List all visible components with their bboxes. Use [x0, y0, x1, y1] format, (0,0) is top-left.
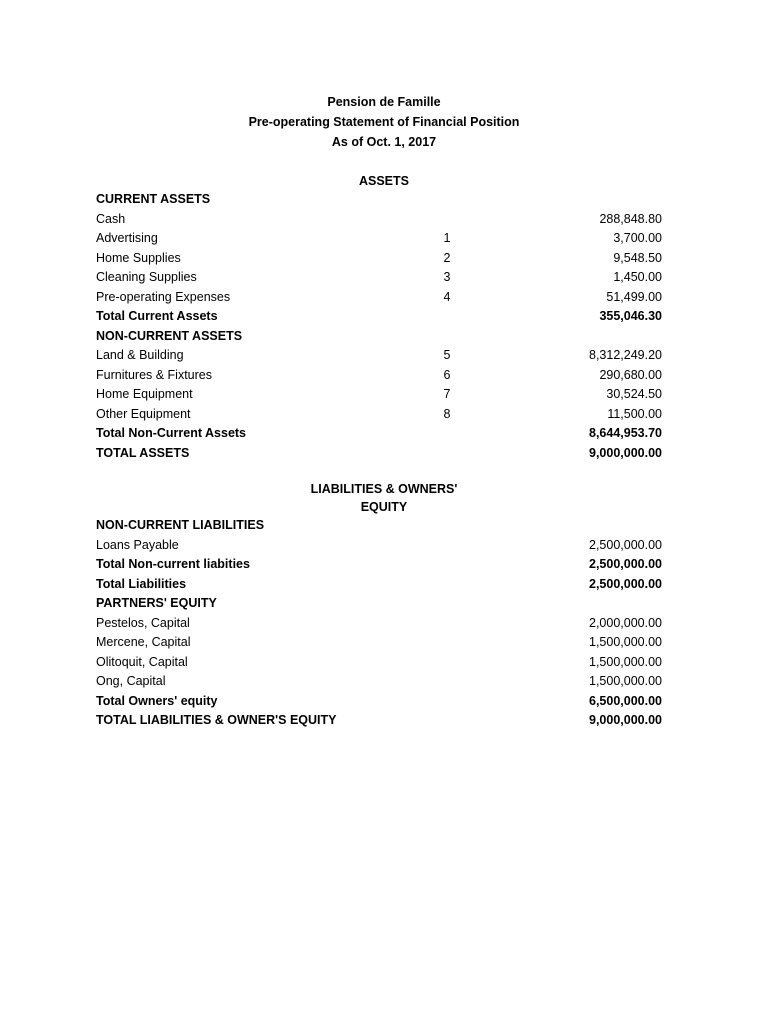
row-label: Cleaning Supplies: [96, 270, 197, 284]
row-label: Home Supplies: [96, 250, 181, 265]
row-amount: 51,499.00: [606, 289, 662, 304]
table-row: [96, 692, 666, 712]
row-amount: 2,500,000.00: [589, 537, 662, 552]
row-note: 6: [443, 367, 451, 382]
row-amount: 8,644,953.70: [589, 426, 662, 440]
table-row: [96, 555, 666, 575]
row-amount: 9,000,000.00: [589, 713, 662, 727]
statement-title: Pre-operating Statement of Financial Position: [248, 115, 520, 129]
row-amount: 2,500,000.00: [589, 576, 662, 591]
row-amount: 1,500,000.00: [589, 654, 662, 669]
row-amount: 290,680.00: [599, 367, 662, 382]
table-row: [96, 711, 666, 731]
table-row: [96, 346, 666, 366]
row-label: Loans Payable: [96, 537, 179, 552]
table-row: [96, 633, 666, 653]
row-label: Total Non-Current Assets: [96, 426, 247, 440]
row-label: Mercene, Capital: [96, 635, 191, 649]
row-label: Total Liabilities: [96, 576, 187, 591]
row-amount: 6,500,000.00: [589, 693, 662, 708]
row-label: NON-CURRENT ASSETS: [96, 328, 243, 343]
table-row: [96, 405, 666, 425]
row-label: NON-CURRENT LIABILITIES: [96, 518, 265, 532]
table-row: [96, 210, 666, 230]
row-note: 2: [443, 250, 451, 265]
table-row: [96, 575, 666, 595]
row-amount: 3,700.00: [613, 231, 662, 245]
row-label: Total Owners' equity: [96, 693, 218, 708]
row-amount: 30,524.50: [606, 387, 662, 401]
row-label: PARTNERS' EQUITY: [96, 596, 217, 610]
table-row: [96, 288, 666, 308]
assets-heading: ASSETS: [358, 174, 409, 188]
table-row: [96, 424, 666, 444]
row-amount: 1,500,000.00: [589, 635, 662, 649]
row-amount: 1,450.00: [613, 270, 662, 284]
company-name: Pension de Famille: [327, 95, 441, 109]
row-amount: 288,848.80: [599, 211, 662, 226]
row-label: Other Equipment: [96, 406, 191, 421]
table-row: [96, 229, 666, 249]
row-label: Ong, Capital: [96, 674, 166, 688]
table-row: [96, 268, 666, 288]
row-note: 4: [443, 289, 451, 304]
row-amount: 1,500,000.00: [589, 674, 662, 688]
row-amount: 9,000,000.00: [589, 445, 662, 460]
row-label: TOTAL ASSETS: [96, 445, 190, 460]
table-row: [96, 536, 666, 556]
row-label: Cash: [96, 211, 126, 226]
row-amount: 2,000,000.00: [589, 615, 662, 630]
assets-table: [96, 190, 666, 463]
row-note: 1: [443, 231, 451, 245]
row-label: Total Non-current liabities: [96, 557, 250, 571]
table-row: [96, 614, 666, 634]
table-row: [96, 672, 666, 692]
row-amount: 8,312,249.20: [589, 348, 662, 362]
row-label: Pre-operating Expenses: [96, 289, 231, 304]
table-row: [96, 653, 666, 673]
row-label: Pestelos, Capital: [96, 615, 190, 630]
row-amount: 2,500,000.00: [589, 557, 662, 571]
statement-date: As of Oct. 1, 2017: [331, 135, 437, 149]
row-note: 3: [443, 270, 451, 284]
row-note: 5: [443, 348, 451, 362]
table-row: [96, 190, 666, 210]
table-row: [96, 516, 666, 536]
table-row: [96, 444, 666, 464]
row-note: 7: [443, 387, 451, 401]
row-label: CURRENT ASSETS: [96, 192, 211, 206]
row-label: TOTAL LIABILITIES & OWNER'S EQUITY: [96, 713, 337, 727]
row-label: Home Equipment: [96, 387, 193, 401]
row-amount: 11,500.00: [607, 406, 662, 421]
table-row: [96, 249, 666, 269]
row-label: Advertising: [96, 231, 158, 245]
row-note: 8: [443, 406, 451, 421]
table-row: [96, 327, 666, 347]
table-row: [96, 385, 666, 405]
table-row: [96, 366, 666, 386]
row-label: Furnitures & Fixtures: [96, 367, 213, 382]
liabilities-table: [96, 516, 666, 731]
row-label: Total Current Assets: [96, 309, 218, 323]
liabilities-heading-line1: LIABILITIES & OWNERS': [310, 482, 458, 496]
row-label: Olitoquit, Capital: [96, 654, 188, 669]
table-row: [96, 594, 666, 614]
row-amount: 9,548.50: [613, 250, 662, 265]
table-row: [96, 307, 666, 327]
row-amount: 355,046.30: [599, 309, 662, 323]
liabilities-heading-line2: EQUITY: [360, 500, 408, 514]
row-label: Land & Building: [96, 348, 184, 362]
